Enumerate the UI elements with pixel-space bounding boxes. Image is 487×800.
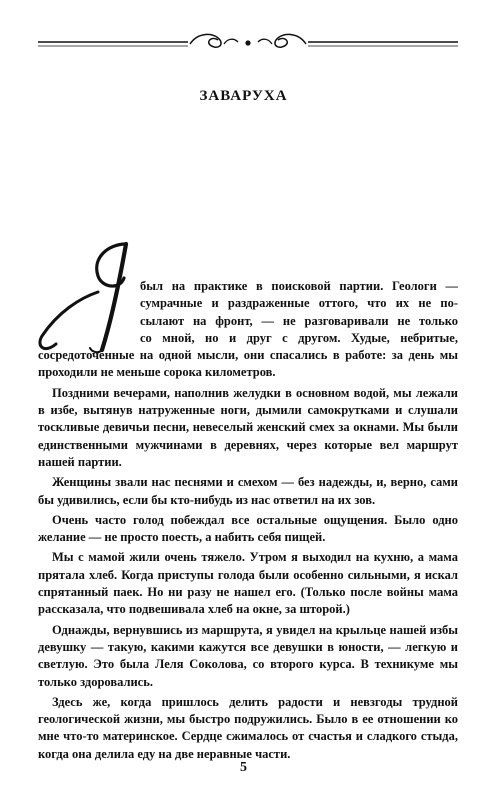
page-number: 5 [240,760,247,775]
paragraph-7: Здесь же, когда пришлось делить радости и невзгоды трудной геологической жизни, мы быстро подружились. Было в ее отношении ко мне что-то материнское. Сердце сжималось от счастья и сладкого стыда, когда она делила еду на две неравные части. [38,694,458,761]
paragraph-1-line-4: со мной, но и друг с другом. Худые, небритые, [140,330,458,345]
paragraph-1-line-3: сылают на фронт, — не разговаривали не только [140,313,458,328]
paragraph-1-line-2: сумрачные и раздраженные оттого, что их не по- [140,296,458,311]
chapter-title: ЗАВАРУХА [199,88,288,104]
paragraph-6: Однажды, вернувшись из маршрута, я увидел на крыльце нашей избы девушку — такую, какими кажутся все девушки в юности, — легкую и светлую. Это была Леля Соколова, со второго курса. В техникуме мы только здоровались. [38,622,458,689]
paragraph-3: Женщины звали нас песнями и смехом — без надежды, и, верно, сами бы удивились, если бы кто-нибудь из нас ответил на их зов. [38,475,458,507]
paragraph-5: Мы с мамой жили очень тяжело. Утром я выходил на кухню, а мама прятала хлеб. Когда приступы голода были особенно сильными, я искал спрятанный паек. Но ни разу не нашел его. (Только после войны мама рассказала, что подвешивала хлеб на окне, за шторой.) [38,550,458,617]
paragraph-1-rest: сосредоточенные на одной мысли, они спасались в работе: за день мы проходили не меньше сорока километров. [38,348,458,380]
body-text [38,278,458,766]
paragraph-1-line-1: был на практике в поисковой партии. Геологи — [140,279,458,293]
paragraph-4: Очень часто голод побеждал все остальные ощущения. Было одно желание — не просто поесть, а набить себя пищей. [38,512,458,545]
header-ornament-rule [38,26,458,54]
paragraph-2: Поздними вечерами, наполнив желудки в основном водой, мы лежали в избе, вытянув натруженные ноги, дымили самокрутками и слушали тоскливые девичьи песни, невеселый женский смех за окнами. Мы были единственными мужчинами в деревнях, через которые вел маршрут нашей партии. [38,385,458,469]
paragraph-1 [38,278,458,382]
